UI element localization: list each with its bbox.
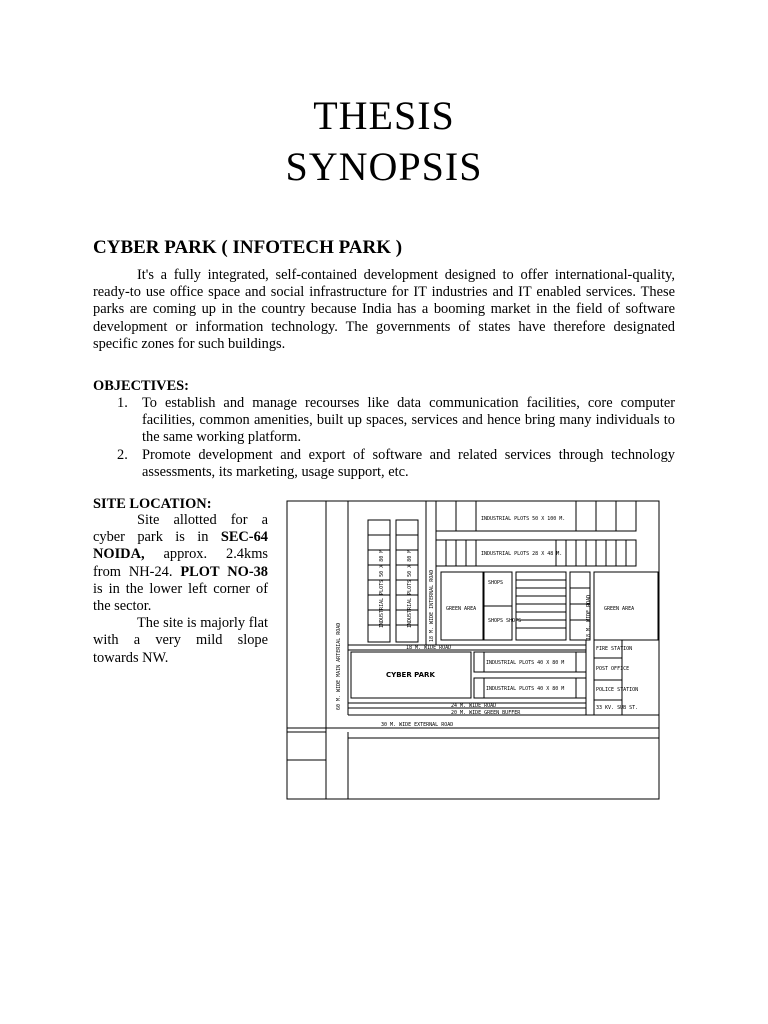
site-paragraph-1 (93, 512, 268, 615)
text-run: approx. 2.4kms from NH-24. (93, 546, 268, 580)
map-label: 30 M. WIDE EXTERNAL ROAD (381, 722, 454, 728)
map-label: 60 M. WIDE MAIN ARTERIAL ROAD (336, 622, 342, 710)
map-label: INDUSTRIAL PLOTS 28 X 48 M. (481, 551, 563, 557)
intro-text: It's a fully integrated, self-contained development designed to offer international-quality, ready-to use office space and social infrastructure for IT industries and IT enabled services. These parks are coming up in the country because India has a booming market in the field of software development or information technology. The governments of states have therefore designated specific zones for such buildings. (93, 267, 675, 352)
map-label: POLICE STATION (596, 687, 639, 693)
sector-label: SEC-64 NOIDA, (93, 529, 268, 563)
map-label: GREEN AREA (604, 606, 635, 612)
map-label: INDUSTRIAL PLOTS 40 X 80 M (486, 660, 565, 666)
map-label: FIRE STATION (596, 646, 633, 652)
map-label: 24 M. WIDE ROAD (451, 703, 497, 709)
objectives-heading: OBJECTIVES: (93, 378, 189, 394)
section-heading: CYBER PARK ( INFOTECH PARK ) (93, 237, 403, 258)
title-line-2: SYNOPSIS (285, 144, 483, 189)
list-item (93, 447, 675, 481)
text-run: is in the lower left corner of the sector. (93, 580, 268, 615)
list-item (93, 395, 675, 447)
objectives-list (93, 395, 675, 481)
map-label: INDUSTRIAL PLOTS 40 X 80 M (486, 686, 565, 692)
list-number: 1. (117, 395, 128, 411)
title-line-1: THESIS (313, 93, 455, 138)
site-location-heading: SITE LOCATION: (93, 496, 212, 512)
map-label: 20 M. WIDE GREEN BUFFER (451, 710, 521, 716)
plot-label: PLOT NO-38 (180, 563, 269, 580)
map-label: INDUSTRIAL PLOTS 50 X 80 M (407, 549, 413, 628)
list-text: Promote development and export of software and related services through technology assessments, its marketing, usage support, etc. (142, 446, 675, 480)
map-label: INDUSTRIAL PLOTS 50 X 80 M (379, 549, 385, 628)
site-location-body (93, 512, 268, 667)
map-label: SHOPS SHOPS (488, 618, 522, 624)
map-label: 18 M. WIDE INTERNAL ROAD (429, 569, 435, 642)
map-label: SHOPS (488, 580, 504, 586)
map-label: 18 M. WIDE ROAD (586, 594, 592, 640)
intro-paragraph (93, 267, 675, 353)
list-text: To establish and manage recourses like data communication facilities, core computer facilities, common amenities, built up spaces, services and hence bring many individuals to the same working platform. (142, 395, 675, 446)
site-plan-drawing (286, 500, 660, 800)
map-label: 18 M. WIDE ROAD (406, 645, 452, 651)
site-map (286, 500, 660, 800)
map-label: POST OFFICE (596, 666, 630, 672)
map-label: 33 KV. SUB ST. (596, 705, 639, 711)
list-number: 2. (117, 446, 128, 463)
map-label: INDUSTRIAL PLOTS 50 X 100 M. (481, 516, 566, 522)
cyber-park-label: CYBER PARK (386, 671, 435, 679)
site-paragraph-2: The site is majorly flat with a very mild slope towards NW. (93, 615, 268, 666)
text-run: Site allotted for a cyber park is in (93, 512, 268, 546)
map-label: GREEN AREA (446, 606, 477, 612)
